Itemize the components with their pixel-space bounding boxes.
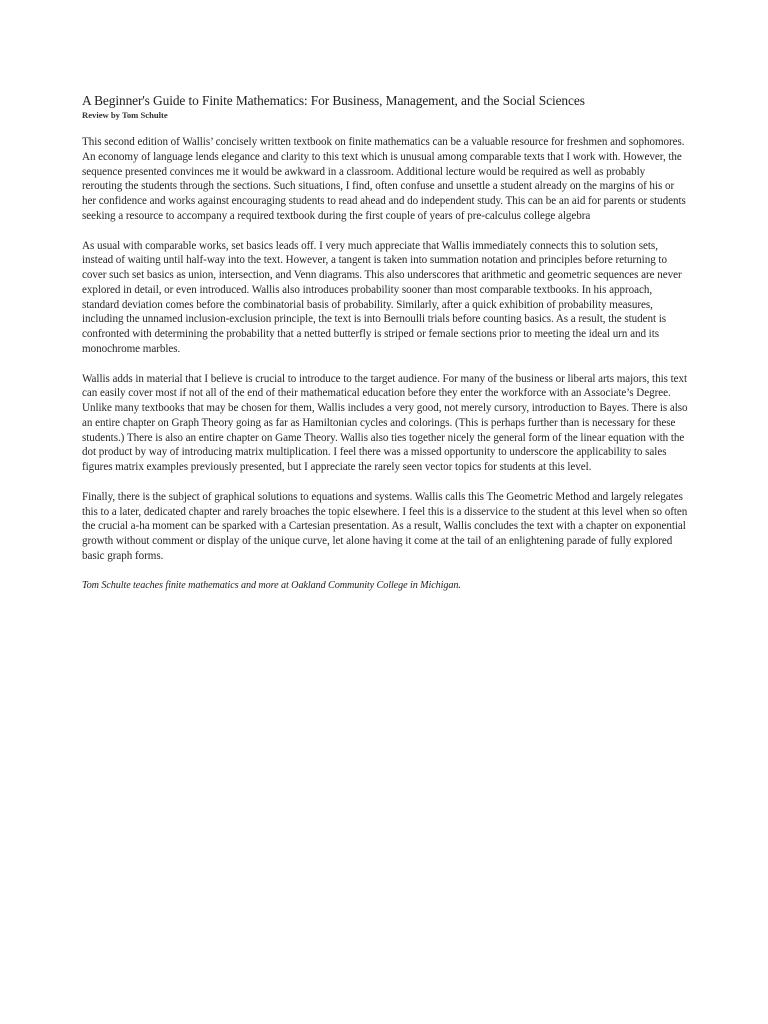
review-paragraph-1: This second edition of Wallis’ concisely written textbook on finite mathematics can be a valuable resource for freshmen and sophomores. An economy of language lends elegance and clarity to this text which is unusual among comparable texts that I work with. However, the sequence presented convinces me it would be awkward in a classroom. Additional lecture would be required as well as probably rerouting the students through the sections. Such situations, I find, often confuse and unsettle a student already on the margins of his or her confidence and works against encouraging students to read ahead and do independent study. This can be an aid for parents or students seeking a resource to accompany a required textbook during the first couple of years of pre-calculus college algebra	[82, 136, 686, 222]
article-title: A Beginner's Guide to Finite Mathematics: For Business, Management, and the Social Sciences	[82, 93, 585, 108]
review-paragraph-2: As usual with comparable works, set basics leads off. I very much appreciate that Wallis immediately connects this to solution sets, instead of waiting until half-way into the text. However, a tangent is taken into summation notation and principles before returning to cover such set basics as union, intersection, and Venn diagrams. This also underscores that arithmetic and geometric sequences are never explored in detail, or even introduced. Wallis also introduces probability sooner than most comparable textbooks. In his approach, standard deviation comes before the combinatorial basis of probability. Similarly, after a quick exhibition of probability measures, including the unnamed inclusion-exclusion principle, the text is into Bernoulli trials before counting basics. As a result, the student is confronted with determining the probability that a netted butterfly is striped or female sections prior to meeting the ideal urn and its monochrome marbles.	[82, 239, 682, 355]
author-note: Tom Schulte teaches finite mathematics and more at Oakland Community College in Michigan.	[82, 579, 461, 591]
article-byline: Review by Tom Schulte	[82, 110, 168, 120]
review-page	[82, 92, 688, 603]
review-paragraph-3: Wallis adds in material that I believe is crucial to introduce to the target audience. For many of the business or liberal arts majors, this text can easily cover most if not all of the end of their mathematical education before they enter the workforce with an Associate’s Degree. Unlike many textbooks that may be chosen for them, Wallis includes a very good, not merely cursory, introduction to Bayes. There is also an entire chapter on Graph Theory going as far as Hamiltonian cycles and colorings. (This is perhaps further than is necessary for these students.) There is also an entire chapter on Game Theory. Wallis also ties together nicely the general form of the linear equation with the dot product by way of introducing matrix multiplication. I feel there was a missed opportunity to underscore the applicability to sales figures matrix examples previously presented, but I appreciate the rarely seen vector topics for students at this level.	[82, 372, 688, 473]
review-paragraph-4: Finally, there is the subject of graphical solutions to equations and systems. Wallis calls this The Geometric Method and largely relegates this to a later, dedicated chapter and rarely broaches the topic elsewhere. I feel this is a disservice to the student at this level when so often the crucial a-ha moment can be sparked with a Cartesian presentation. As a result, Wallis concludes the text with a chapter on exponential growth without comment or display of the unique curve, let alone having it come at the tail of an enlightening parade of fully explored basic graph forms.	[82, 490, 688, 562]
